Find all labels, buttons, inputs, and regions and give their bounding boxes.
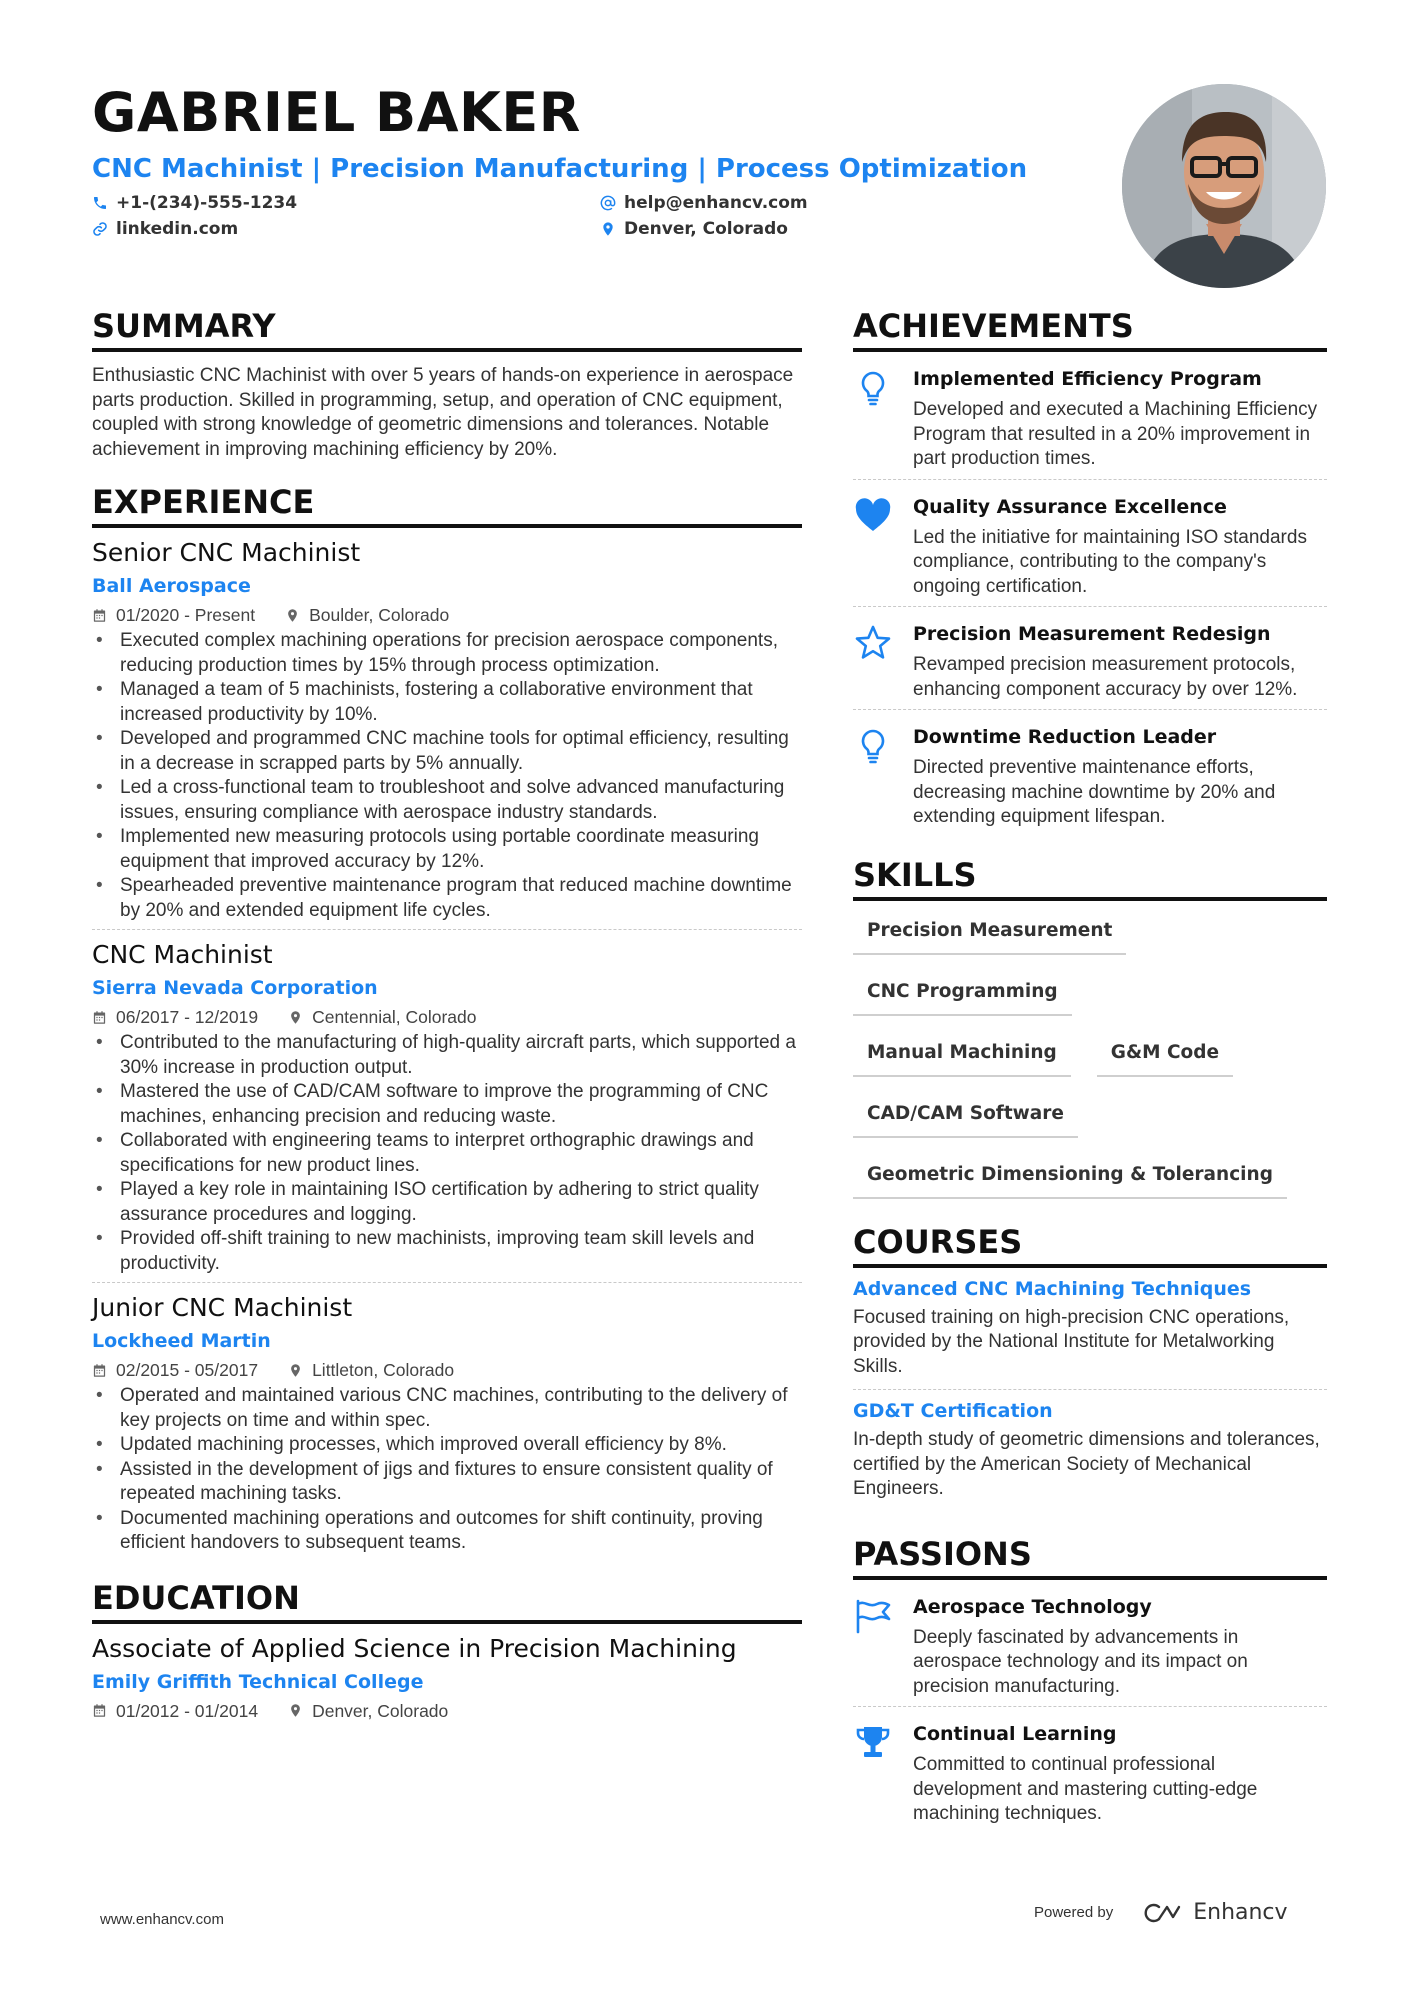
- location-pin-icon: [288, 1703, 303, 1718]
- calendar-icon: [92, 1010, 107, 1025]
- course-title: GD&T Certification: [853, 1400, 1053, 1422]
- job-location: [285, 603, 449, 627]
- job-bullet: • Developed and programmed CNC machine tools for optimal efficiency, resulting in a decrease in scrapped parts by 5% annually.: [92, 727, 802, 776]
- job-bullet: • Played a key role in maintaining ISO certification by adhering to strict quality assurance procedures and logging.: [92, 1178, 802, 1227]
- school-name: Emily Griffith Technical College: [92, 1670, 424, 1693]
- trophy-icon: [853, 1721, 913, 1827]
- achievement-desc: Revamped precision measurement protocols, enhancing component accuracy by over 12%.: [913, 654, 1298, 700]
- enhancv-logo-icon: [1139, 1901, 1185, 1925]
- skill-tag: Manual Machining: [853, 1033, 1071, 1077]
- passion-body: [913, 1594, 1327, 1700]
- education-dates: 01/2012 - 01/2014: [116, 1700, 259, 1721]
- job-bullet: • Executed complex machining operations for precision aerospace components, reducing production times by 15% through process optimization.: [92, 629, 802, 678]
- company-name: Lockheed Martin: [92, 1330, 271, 1352]
- job-meta: [92, 1358, 802, 1382]
- achievement-title: Downtime Reduction Leader: [913, 726, 1217, 748]
- lightbulb-icon: [853, 366, 913, 472]
- experience-heading: EXPERIENCE: [92, 482, 802, 528]
- skills-list: [853, 911, 1327, 1216]
- job-bullet: • Collaborated with engineering teams to interpret orthographic drawings and specifications for new product lines.: [92, 1129, 802, 1178]
- achievement-body: [913, 494, 1327, 600]
- summary-heading: SUMMARY: [92, 306, 802, 352]
- summary-text: Enthusiastic CNC Machinist with over 5 years of hands-on experience in aerospace parts production. Skilled in programming, setup, and operation of CNC equipment, coupled with strong knowledge of geometric dimensions and tolerances. Notable achievement in improving machining efficiency by 20%.: [92, 365, 794, 460]
- job-bullet: • Spearheaded preventive maintenance program that reduced machine downtime by 20% and extended equipment life cycles.: [92, 874, 802, 923]
- passion-desc: Committed to continual professional development and mastering cutting-edge machining techniques.: [913, 1754, 1258, 1824]
- calendar-icon: [92, 608, 107, 623]
- flag-icon: [853, 1594, 913, 1700]
- courses-heading: COURSES: [853, 1222, 1327, 1268]
- job-bullet: • Updated machining processes, which improved overall efficiency by 8%.: [92, 1433, 802, 1458]
- achievement-desc: Led the initiative for maintaining ISO standards compliance, contributing to the company's ongoing certification.: [913, 526, 1307, 597]
- achievement-title: Implemented Efficiency Program: [913, 368, 1262, 390]
- job-bullets: [92, 1031, 802, 1276]
- contact-email[interactable]: [600, 192, 1000, 214]
- job-bullet: • Documented machining operations and outcomes for shift continuity, proving efficient handovers to subsequent teams.: [92, 1507, 802, 1556]
- job-meta: [92, 1005, 802, 1029]
- job-bullets: [92, 1384, 802, 1556]
- star-icon: [853, 621, 913, 702]
- job-bullet: • Managed a team of 5 machinists, fostering a collaborative environment that increased productivity by 10%.: [92, 678, 802, 727]
- passion-body: [913, 1721, 1327, 1827]
- headline: CNC Machinist | Precision Manufacturing | Process Optimization: [92, 154, 1028, 184]
- achievement-title: Quality Assurance Excellence: [913, 495, 1227, 518]
- job-location: [288, 1005, 476, 1029]
- linkedin-text: linkedin.com: [116, 219, 239, 239]
- course-item: [853, 1268, 1327, 1391]
- passion-desc: Deeply fascinated by advancements in aerospace technology and its impact on precision manufacturing.: [913, 1626, 1248, 1697]
- job-bullet: • Mastered the use of CAD/CAM software to improve the programming of CNC machines, enhancing precision and reducing waste.: [92, 1080, 802, 1129]
- candidate-name: GABRIEL BAKER: [92, 81, 581, 144]
- job-bullet: • Assisted in the development of jigs and fixtures to ensure consistent quality of repeated machining tasks.: [92, 1458, 802, 1507]
- skill-tag: G&M Code: [1097, 1033, 1233, 1077]
- contact-phone[interactable]: [92, 192, 600, 214]
- at-icon: [600, 195, 616, 211]
- skills-heading: SKILLS: [853, 855, 1327, 901]
- experience-item: [92, 528, 802, 930]
- achievement-body: [913, 724, 1327, 830]
- job-bullet: • Led a cross-functional team to troubleshoot and solve advanced manufacturing issues, ensuring compliance with aerospace industry standards.: [92, 776, 802, 825]
- achievement-title: Precision Measurement Redesign: [913, 623, 1271, 645]
- brand-name: Enhancv: [1193, 1900, 1288, 1925]
- passion-title: Continual Learning: [913, 1723, 1117, 1745]
- email-text: help@enhancv.com: [624, 193, 808, 213]
- education-location: [288, 1699, 448, 1723]
- right-column: [853, 306, 1327, 1834]
- passion-item: [853, 1580, 1327, 1708]
- link-icon: [92, 221, 108, 237]
- course-desc: In-depth study of geometric dimensions and tolerances, certified by the American Society of Mechanical Engineers.: [853, 1429, 1320, 1499]
- achievement-body: [913, 621, 1327, 702]
- achievement-item: [853, 607, 1327, 710]
- location-pin-icon: [288, 1363, 303, 1378]
- education-item: [92, 1624, 802, 1723]
- skill-tag: Geometric Dimensioning & Tolerancing: [853, 1155, 1287, 1199]
- course-desc: Focused training on high-precision CNC operations, provided by the National Institute for Metalworking Skills.: [853, 1306, 1290, 1377]
- job-dates: 01/2020 - Present: [116, 605, 256, 625]
- achievement-item: [853, 480, 1327, 608]
- heart-icon: [853, 494, 913, 600]
- job-bullet: • Implemented new measuring protocols using portable coordinate measuring equipment that improved accuracy by 12%.: [92, 825, 802, 874]
- skill-tag: CNC Programming: [853, 972, 1072, 1016]
- job-meta: [92, 603, 802, 627]
- footer-branding: [1034, 1900, 1288, 1925]
- job-location-text: Boulder, Colorado: [309, 605, 450, 625]
- powered-by-label: Powered by: [1034, 1904, 1114, 1921]
- job-location: [288, 1358, 454, 1382]
- phone-text: +1-(234)-555-1234: [116, 193, 298, 213]
- job-bullet: • Contributed to the manufacturing of high-quality aircraft parts, which supported a 30% increase in production output.: [92, 1031, 802, 1080]
- phone-icon: [92, 195, 108, 211]
- education-heading: EDUCATION: [92, 1578, 802, 1624]
- location-pin-icon: [288, 1010, 303, 1025]
- skill-tag: Precision Measurement: [853, 911, 1126, 955]
- left-column: [92, 306, 802, 1723]
- experience-item: [92, 930, 802, 1283]
- location-text: Denver, Colorado: [624, 219, 788, 239]
- footer-website[interactable]: www.enhancv.com: [100, 1911, 224, 1928]
- job-location-text: Centennial, Colorado: [312, 1007, 477, 1027]
- experience-item: [92, 1283, 802, 1556]
- achievement-desc: Developed and executed a Machining Efficiency Program that resulted in a 20% improvement in part production times.: [913, 399, 1318, 469]
- company-name: Sierra Nevada Corporation: [92, 977, 378, 999]
- resume-header: [92, 80, 1152, 240]
- contact-list: [92, 192, 1152, 240]
- calendar-icon: [92, 1703, 107, 1718]
- course-item: [853, 1390, 1327, 1512]
- achievement-item: [853, 710, 1327, 837]
- location-pin-icon: [600, 221, 616, 237]
- job-dates: 02/2015 - 05/2017: [116, 1360, 259, 1380]
- lightbulb-icon: [853, 724, 913, 830]
- job-title: CNC Machinist: [92, 940, 273, 969]
- job-bullet: • Provided off-shift training to new machinists, improving team skill levels and productivity.: [92, 1227, 802, 1276]
- location-pin-icon: [285, 608, 300, 623]
- education-location-text: Denver, Colorado: [312, 1700, 449, 1721]
- skill-tag: CAD/CAM Software: [853, 1094, 1078, 1138]
- company-name: Ball Aerospace: [92, 575, 251, 597]
- passion-title: Aerospace Technology: [913, 1595, 1152, 1618]
- passion-item: [853, 1707, 1327, 1834]
- achievement-desc: Directed preventive maintenance efforts, decreasing machine downtime by 20% and extending equipment lifespan.: [913, 757, 1276, 827]
- job-location-text: Littleton, Colorado: [312, 1360, 455, 1380]
- job-title: Senior CNC Machinist: [92, 538, 361, 567]
- job-bullet: • Operated and maintained various CNC machines, contributing to the delivery of key projects on time and within spec.: [92, 1384, 802, 1433]
- job-bullets: [92, 629, 802, 923]
- achievements-heading: ACHIEVEMENTS: [853, 306, 1327, 352]
- achievement-body: [913, 366, 1327, 472]
- calendar-icon: [92, 1363, 107, 1378]
- course-title: Advanced CNC Machining Techniques: [853, 1277, 1252, 1300]
- job-dates: 06/2017 - 12/2019: [116, 1007, 259, 1027]
- contact-location: [600, 218, 1000, 240]
- degree-title: Associate of Applied Science in Precision Machining: [92, 1633, 737, 1663]
- profile-photo: [1122, 84, 1326, 288]
- education-meta: [92, 1699, 802, 1723]
- achievement-item: [853, 352, 1327, 480]
- job-title: Junior CNC Machinist: [92, 1293, 353, 1322]
- contact-linkedin[interactable]: [92, 218, 600, 240]
- passions-heading: PASSIONS: [853, 1534, 1327, 1580]
